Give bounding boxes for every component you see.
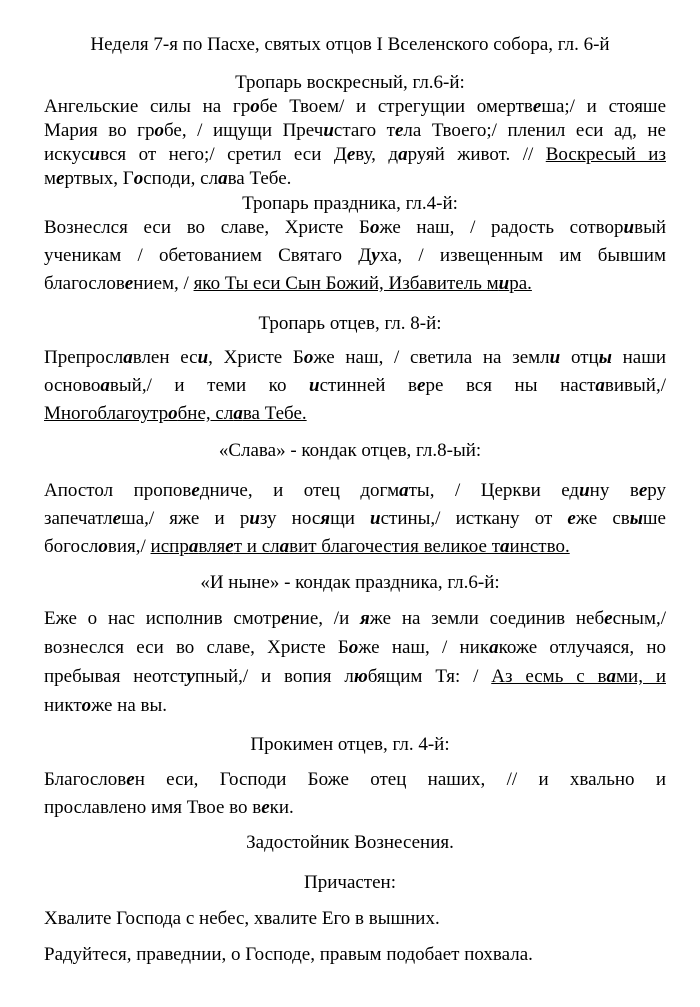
accent-letter: и bbox=[89, 144, 101, 165]
underlined-phrase: Аз есмь с вами, и bbox=[491, 666, 666, 687]
heading-kontakion-now: «И ныне» - кондак праздника, гл.6-й: bbox=[200, 572, 500, 593]
text-line: Апостол проповедниче, и отец догматы, / Церкви едину веру bbox=[44, 480, 666, 501]
accent-letter: о bbox=[250, 96, 260, 117]
accent-letter: е bbox=[346, 144, 356, 165]
accent-letter: е bbox=[281, 608, 290, 629]
text-line: мертвых, Господи, слава Тебе. bbox=[44, 168, 292, 189]
underlined-phrase: яко Ты еси Сын Божий, Избавитель мира. bbox=[193, 273, 532, 294]
accent-letter: о bbox=[168, 403, 178, 424]
accent-letter: и bbox=[249, 508, 260, 529]
accent-letter: о bbox=[348, 637, 359, 658]
accent-letter: а bbox=[279, 536, 290, 557]
text-line: богословия,/ исправляет и славит благочестия великое таинство. bbox=[44, 536, 570, 557]
accent-letter: а bbox=[398, 144, 408, 165]
heading-zadostoynik: Задостойник Вознесения. bbox=[246, 832, 454, 853]
accent-letter: ю bbox=[353, 666, 368, 687]
text-line: вознеслся еси во славе, Христе Боже наш, / никакоже отлучаяся, но bbox=[44, 637, 667, 658]
text-line: пребывая неотступный,/ и вопия любящим Тя: / Аз есмь с вами, и bbox=[44, 666, 666, 687]
accent-letter: и bbox=[549, 347, 561, 368]
accent-letter: у bbox=[186, 666, 195, 687]
accent-letter: ы bbox=[629, 508, 643, 529]
text-line: никтоже на вы. bbox=[44, 695, 168, 716]
text-line: ученикам / обетованием Святаго Духа, / извещенным им бывшим bbox=[44, 245, 666, 266]
accent-letter: о bbox=[303, 347, 314, 368]
heading-troparion-resurrection: Тропарь воскресный, гл.6-й: bbox=[235, 72, 465, 93]
underlined-phrase: Воскресый из bbox=[545, 144, 666, 165]
accent-letter: о bbox=[133, 168, 144, 189]
accent-letter: я bbox=[360, 608, 370, 629]
accent-letter: е bbox=[638, 480, 648, 501]
accent-letter: и bbox=[498, 273, 510, 294]
accent-letter: и bbox=[579, 480, 590, 501]
accent-letter: ы bbox=[598, 347, 612, 368]
accent-letter: а bbox=[399, 480, 409, 501]
accent-letter: е bbox=[191, 480, 200, 501]
accent-letter: е bbox=[604, 608, 613, 629]
accent-letter: о bbox=[98, 536, 108, 557]
document-title: Неделя 7-я по Пасхе, святых отцов I Вселенского собора, гл. 6-й bbox=[90, 34, 610, 55]
heading-troparion-fathers: Тропарь отцев, гл. 8-й: bbox=[258, 313, 442, 334]
accent-letter: е bbox=[124, 273, 134, 294]
accent-letter: а bbox=[188, 536, 199, 557]
accent-letter: а bbox=[218, 168, 228, 189]
text-line: Хвалите Господа с небес, хвалите Его в вышних. bbox=[44, 908, 440, 929]
text-line: Еже о нас исполнив смотрение, /и яже на земли соединив небесным,/ bbox=[44, 608, 666, 629]
accent-letter: и bbox=[323, 120, 334, 141]
accent-letter: а bbox=[233, 403, 243, 424]
text-line: запечатлеша,/ яже и ризу носящи истины,/ исткану от еже свыше bbox=[44, 508, 666, 529]
accent-letter: о bbox=[81, 695, 92, 716]
text-line: основоавый,/ и теми ко истинней вере вся ны наставивый,/ bbox=[44, 375, 666, 396]
text-line: Мария во гробе, / ищущи Пречистаго тела Твоего;/ пленил еси ад, не bbox=[44, 120, 666, 141]
underlined-phrase: Многоблагоутробне, слава Тебе. bbox=[44, 403, 307, 424]
accent-letter: е bbox=[126, 769, 135, 790]
heading-troparion-feast: Тропарь праздника, гл.4-й: bbox=[242, 193, 458, 214]
accent-letter: и bbox=[370, 508, 381, 529]
accent-letter: а bbox=[606, 666, 617, 687]
text-line: благословением, / яко Ты еси Сын Божий, Избавитель мира. bbox=[44, 273, 532, 294]
underlined-phrase: исправляет и славит благочестия великое таинство. bbox=[150, 536, 570, 557]
accent-letter: о bbox=[369, 217, 380, 238]
text-line: Радуйтеся, праведнии, о Господе, правым подобает похвала. bbox=[44, 944, 533, 965]
accent-letter: е bbox=[417, 375, 426, 396]
heading-communion: Причастен: bbox=[304, 872, 396, 893]
accent-letter: е bbox=[394, 120, 404, 141]
accent-letter: я bbox=[320, 508, 331, 529]
accent-letter: е bbox=[567, 508, 576, 529]
accent-letter: е bbox=[112, 508, 122, 529]
accent-letter: у bbox=[371, 245, 380, 266]
heading-kontakion-glory: «Слава» - кондак отцев, гл.8-ый: bbox=[218, 440, 482, 461]
accent-letter: и bbox=[197, 347, 209, 368]
text-line bbox=[44, 403, 666, 425]
accent-letter: а bbox=[489, 637, 499, 658]
accent-letter: о bbox=[154, 120, 164, 141]
accent-letter: е bbox=[532, 96, 542, 117]
text-line: Препрославлен еси, Христе Боже наш, / светила на земли отцы наши bbox=[44, 347, 666, 368]
heading-prokeimenon: Прокимен отцев, гл. 4-й: bbox=[250, 734, 450, 755]
text-line: Благословен еси, Господи Боже отец наших, // и хвально и bbox=[44, 769, 666, 790]
text-line: прославлено имя Твое во веки. bbox=[44, 797, 294, 818]
accent-letter: а bbox=[100, 375, 110, 396]
accent-letter: а bbox=[595, 375, 605, 396]
text-line: Вознеслся еси во славе, Христе Боже наш, / радость сотворивый bbox=[44, 217, 666, 238]
accent-letter: е bbox=[261, 797, 270, 818]
accent-letter: и bbox=[623, 217, 635, 238]
accent-letter: а bbox=[123, 347, 133, 368]
accent-letter: и bbox=[309, 375, 320, 396]
text-line: Ангельские силы на гробе Твоем/ и стрегущии омертвеша;/ и стояше bbox=[44, 96, 666, 117]
accent-letter: а bbox=[500, 536, 510, 557]
accent-letter: е bbox=[225, 536, 234, 557]
accent-letter: е bbox=[56, 168, 65, 189]
text-line: искусився от него;/ сретил еси Деву, даруяй живот. // Воскресый из bbox=[44, 144, 666, 165]
